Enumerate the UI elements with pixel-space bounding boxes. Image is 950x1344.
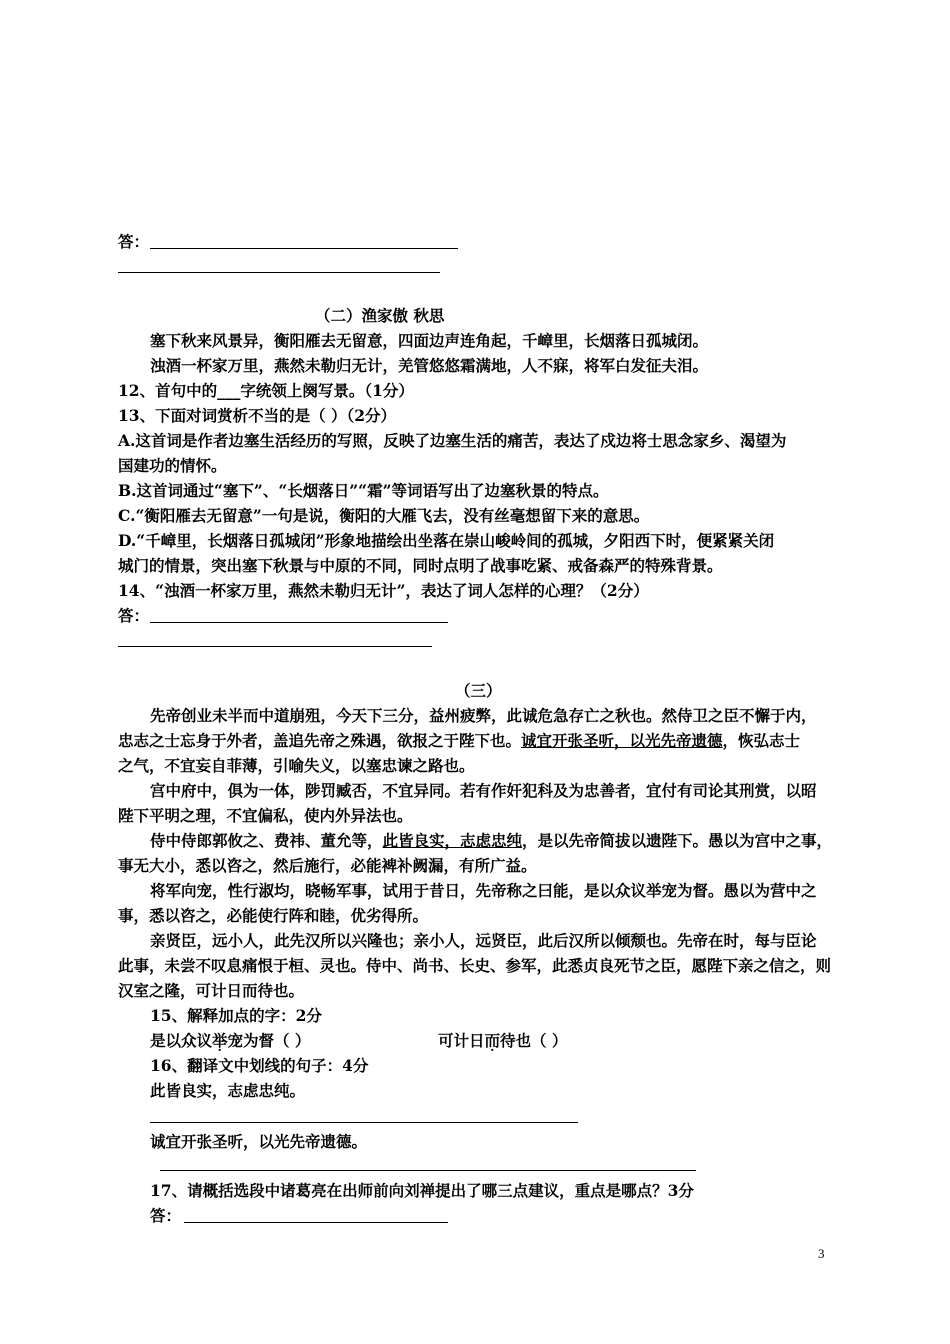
answer-line-17[interactable] (184, 1222, 448, 1223)
question-15b: 可计日而待也（ ） (438, 1031, 568, 1050)
translate-sentence-1: 此皆良实，志虑忠纯。 (150, 1081, 306, 1100)
passage-p1-line1: 先帝创业未半而中道崩殂，今天下三分，益州疲弊，此诚危急存亡之秋也。然侍卫之臣不懈于内， (150, 706, 817, 725)
passage-p5-line1: 亲贤臣，远小人，此先汉所以兴隆也；亲小人，远贤臣，此后汉所以倾颓也。先帝在时，每与臣论 (150, 931, 817, 950)
answer-line-2[interactable] (118, 272, 440, 273)
dotted-char-er: 而 (484, 1031, 501, 1050)
answer-line-16b[interactable] (160, 1170, 696, 1171)
option-b: B.这首词通过“塞下”、“长烟落日”“霜”等词语写出了边塞秋景的特点。 (118, 481, 609, 500)
section3-title: （三） (455, 681, 502, 700)
option-d-line1: D.“千嶂里，长烟落日孤城闭”形象地描绘出坐落在崇山峻岭间的孤城，夕阳西下时，便紧紧关闭 (118, 531, 775, 550)
option-a-line2: 国建功的情怀。 (118, 456, 227, 475)
passage-p5-line3: 汉室之隆，可计日而待也。 (118, 981, 305, 1000)
passage-p5-line2: 此事，未尝不叹息痛恨于桓、灵也。侍中、尚书、长史、参军，此悉贞良死节之臣，愿陛下亲之信之，则 (118, 956, 832, 975)
question-15: 15、解释加点的字：2分 (150, 1006, 322, 1025)
poem-line-2: 浊酒一杯家万里，燕然未勒归无计，羌管悠悠霜满地，人不寐，将军白发征夫泪。 (150, 356, 709, 375)
passage-p2-line1: 宫中府中，俱为一体，陟罚臧否，不宜异同。若有作奸犯科及为忠善者，宜付有司论其刑赏，以昭 (150, 781, 817, 800)
passage-p4-line2: 事，悉以咨之，必能使行阵和睦，优劣得所。 (118, 906, 429, 925)
passage-p2-line2: 陛下平明之理，不宜偏私，使内外异法也。 (118, 806, 413, 825)
question-13: 13、下面对词赏析不当的是（ ）（2分） (118, 406, 397, 425)
underlined-sentence-2: 诚宜开张圣听，以光先帝遗德 (521, 731, 723, 750)
poem-line-1: 塞下秋来风景异，衡阳雁去无留意，四面边声连角起，千嶂里，长烟落日孤城闭。 (150, 331, 709, 350)
answer-line-16a[interactable] (150, 1122, 578, 1123)
question-12: 12、首句中的___字统领上阕写景。（1分） (118, 381, 414, 400)
question-15a: 是以众议举宠为督（ ） (150, 1031, 311, 1050)
passage-p1-line2: 忠志之士忘身于外者，盖追先帝之殊遇，欲报之于陛下也。诚宜开张圣听，以光先帝遗德，恢弘志士 (118, 731, 801, 750)
passage-p1-line3: 之气，不宜妄自菲薄，引喻失义，以塞忠谏之路也。 (118, 756, 475, 775)
translate-sentence-2: 诚宜开张圣听，以光先帝遗德。 (150, 1132, 368, 1151)
underlined-sentence-1: 此皆良实，志虑忠纯 (382, 831, 523, 850)
answer-line-14a[interactable] (150, 622, 448, 623)
question-17: 17、请概括选段中诸葛亮在出师前向刘禅提出了哪三点建议，重点是哪点？3分 (150, 1181, 694, 1200)
passage-p3-line1: 侍中侍郎郭攸之、费祎、董允等，此皆良实，志虑忠纯，是以先帝简拔以遗陛下。愚以为宫中之事， (150, 831, 833, 850)
answer-label-17: 答： (150, 1206, 182, 1225)
answer-label-14: 答： (118, 606, 150, 625)
option-c: C.“衡阳雁去无留意”一句是说，衡阳的大雁飞去，没有丝毫想留下来的意思。 (118, 506, 650, 525)
question-16: 16、翻译文中划线的句子：4分 (150, 1056, 369, 1075)
section2-title: （二）渔家傲 秋思 (315, 306, 445, 325)
page-number: 3 (818, 1246, 825, 1261)
option-d-line2: 城门的情景，突出塞下秋景与中原的不同，同时点明了战事吃紧、戒备森严的特殊背景。 (118, 556, 723, 575)
answer-label-top: 答： (118, 232, 150, 251)
passage-p4-line1: 将军向宠，性行淑均，晓畅军事，试用于昔日，先帝称之曰能，是以众议举宠为督。愚以为营中之 (150, 881, 817, 900)
passage-p3-line2: 事无大小，悉以咨之，然后施行，必能裨补阙漏，有所广益。 (118, 856, 537, 875)
answer-line-1[interactable] (150, 248, 458, 249)
option-a-line1: A.这首词是作者边塞生活经历的写照，反映了边塞生活的痛苦，表达了戍边将士思念家乡、渴望为 (118, 431, 787, 450)
answer-line-14b[interactable] (118, 646, 432, 647)
question-14: 14、“浊酒一杯家万里，燕然未勒归无计”，表达了词人怎样的心理？（2分） (118, 581, 649, 600)
dotted-char-ju: 举 (212, 1031, 228, 1050)
